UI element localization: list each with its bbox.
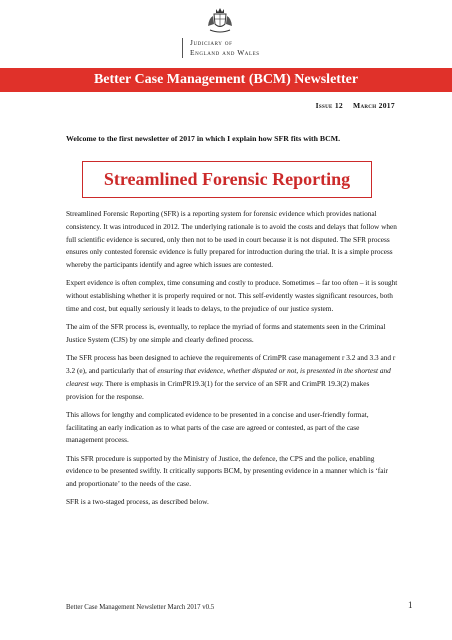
newsletter-banner (0, 68, 452, 92)
page-footer: Better Case Management Newsletter March 2017 v0.5 (66, 604, 215, 611)
paragraph-7: SFR is a two-staged process, as described below. (66, 497, 209, 507)
org-line-2: England and Wales (190, 48, 260, 57)
paragraph-4-end: There is emphasis in CrimPR19.3(1) for the service of an SFR and CrimPR 19.3(2) makes provision for the response. (66, 378, 370, 401)
paragraph-4-start: The SFR process has been designed to achieve the requirements of CrimPR case management r 3.2 and 3.3 and r 3.2 (e), and particularly that of (66, 353, 396, 375)
section-title-box (82, 161, 372, 198)
paragraph-6: This SFR procedure is supported by the Ministry of Justice, the defence, the CPS and the police, enabling evidence to be presented swiftly. It critically supports BCM, by presenting evidence in a manner which is ‘fair and proportionate’ to the needs of the case. (66, 453, 388, 489)
page-number: 1 (408, 600, 413, 610)
organisation-name (182, 38, 292, 58)
section-title: Streamlined Forensic Reporting (103, 169, 351, 189)
article-body (66, 208, 398, 514)
org-line-1: Judiciary of (190, 38, 233, 47)
paragraph-1: Streamlined Forensic Reporting (SFR) is a reporting system for forensic evidence which provides national consistency. It was introduced in 2012. The underlying rationale is to avoid the costs and delays that follow when full scientific evidence is secured, only then not to be used in court because it is not disputed. The SFR process ensures only contested forensic evidence is fully prepared for introduction during the trial. It is a simple process whereby the participants identify and agree which issues are contested. (66, 209, 397, 270)
paragraph-5: This allows for lengthy and complicated evidence to be presented in a concise and user-friendly format, facilitating an early indication as to what parts of the case are agreed or contested, as part of the case management process. (66, 409, 369, 445)
welcome-line: Welcome to the first newsletter of 2017 in which I explain how SFR fits with BCM. (66, 134, 341, 143)
issue-date: March 2017 (353, 101, 395, 110)
paragraph-4-emphasis: ensuring that evidence, whether disputed or not, is presented in the shortest and clearest way. (66, 365, 391, 388)
issue-info (306, 101, 395, 110)
issue-number: Issue 12 (315, 101, 344, 110)
newsletter-title: Better Case Management (BCM) Newsletter (93, 72, 359, 87)
royal-coat-of-arms-icon (205, 6, 235, 36)
paragraph-4 (66, 352, 398, 403)
paragraph-2: Expert evidence is often complex, time consuming and costly to produce. Sometimes – far too often – it is sought without establishing whether it is properly required or not. This self-evidently wastes significant resources, both time and cost, but equally seriously it leads to delays, to the prejudice of our justice system. (66, 278, 398, 313)
paragraph-3: The aim of the SFR process is, eventually, to replace the myriad of forms and statements seen in the Criminal Justice System (CJS) by one simple and clearly defined process. (66, 322, 386, 344)
